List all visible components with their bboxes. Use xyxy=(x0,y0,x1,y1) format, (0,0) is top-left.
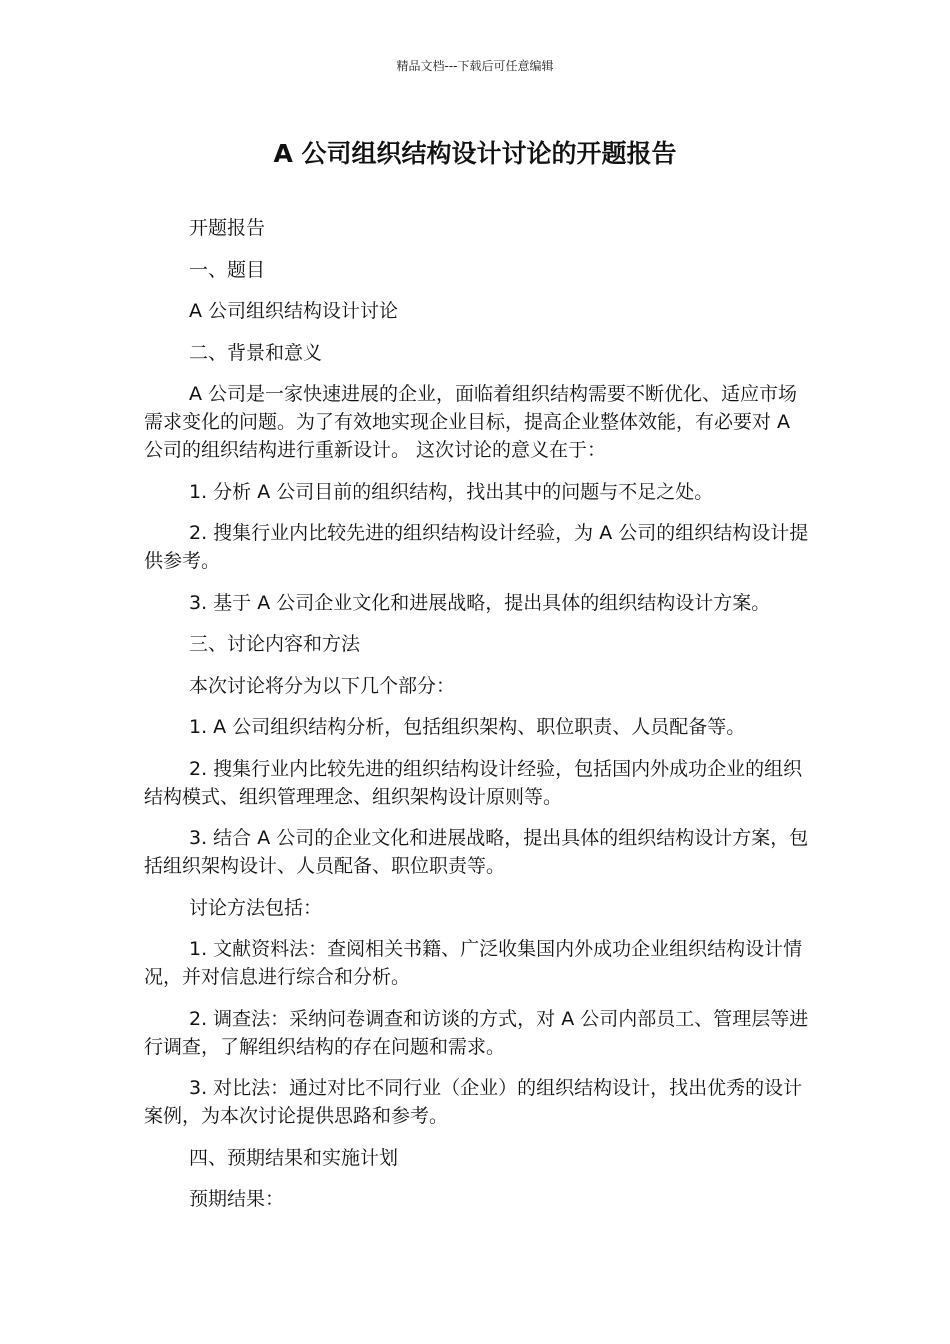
list-item-part-3: 3. 结合 A 公司的企业文化和进展战略，提出具体的组织结构设计方案，包括组织架构设计、人员配备、职位职责等。 xyxy=(144,827,809,877)
paragraph-report-label: 开题报告 xyxy=(189,217,266,239)
paragraph-methods-intro: 讨论方法包括： xyxy=(189,896,323,919)
list-item-significance-3: 3. 基于 A 公司企业文化和进展战略，提出具体的组织结构设计方案。 xyxy=(189,591,771,614)
section-heading-content-methods: 三、讨论内容和方法 xyxy=(189,633,361,655)
page-header-watermark: 精品文档---下载后可任意编辑 xyxy=(396,59,554,73)
list-item-method-1: 1. 文献资料法：查阅相关书籍、广泛收集国内外成功企业组织结构设计情况，并对信息进行综合和分析。 xyxy=(144,938,803,988)
paragraph-background: A 公司是一家快速进展的企业，面临着组织结构需要不断优化、适应市场需求变化的问题。为了有效地实现企业目标，提高企业整体效能，有必要对 A 公司的组织结构进行重新设计。 这次讨论的意义在于： xyxy=(144,383,798,461)
list-item-significance-1: 1. 分析 A 公司目前的组织结构，找出其中的问题与不足之处。 xyxy=(189,480,714,503)
section-heading-topic: 一、题目 xyxy=(189,258,266,281)
list-item-part-2: 2. 搜集行业内比较先进的组织结构设计经验，包括国内外成功企业的组织结构模式、组织管理理念、组织架构设计原则等。 xyxy=(144,757,803,808)
list-item-significance-2: 2. 搜集行业内比较先进的组织结构设计经验，为 A 公司的组织结构设计提供参考。 xyxy=(144,522,809,572)
list-item-method-3: 3. 对比法：通过对比不同行业（企业）的组织结构设计，找出优秀的设计案例，为本次讨论提供思路和参考。 xyxy=(144,1077,803,1127)
section-heading-background: 二、背景和意义 xyxy=(189,341,323,364)
document-title: A 公司组织结构设计讨论的开题报告 xyxy=(273,139,677,168)
paragraph-parts-intro: 本次讨论将分为以下几个部分： xyxy=(189,674,456,697)
paragraph-topic: A 公司组织结构设计讨论 xyxy=(189,300,399,322)
document-body xyxy=(144,214,812,1227)
paragraph-expected-results-label: 预期结果： xyxy=(189,1188,285,1210)
list-item-part-1: 1. A 公司组织结构分析，包括组织架构、职位职责、人员配备等。 xyxy=(189,716,746,738)
list-item-method-2: 2. 调查法：采纳问卷调查和访谈的方式，对 A 公司内部员工、管理层等进行调查，了解组织结构的存在问题和需求。 xyxy=(144,1007,809,1058)
section-heading-expected-results: 四、预期结果和实施计划 xyxy=(189,1146,399,1169)
